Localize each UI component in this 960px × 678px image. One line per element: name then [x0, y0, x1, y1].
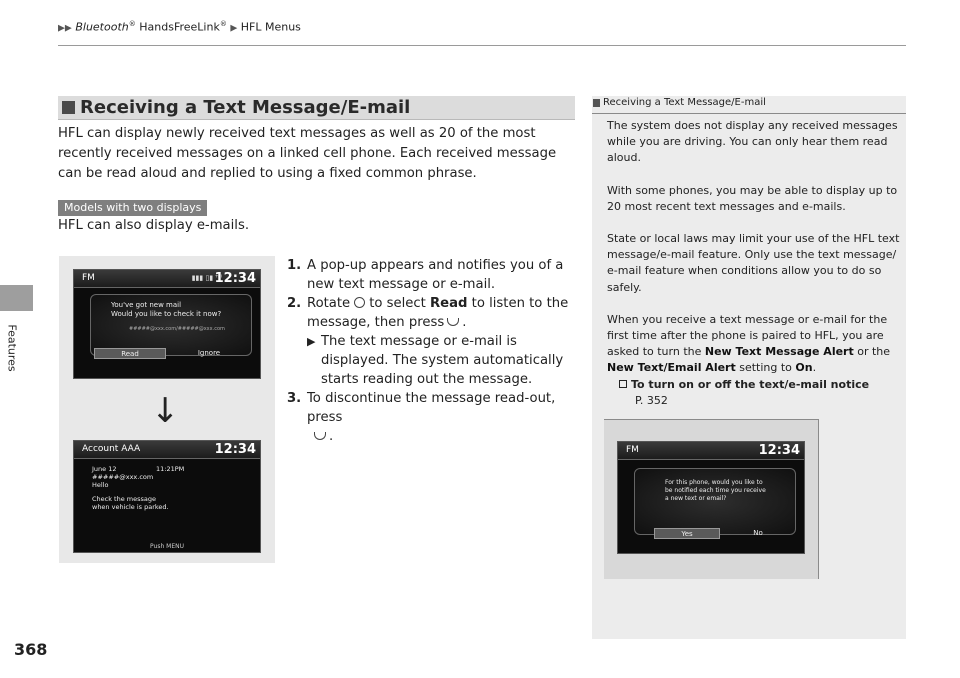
breadcrumb-bluetooth: Bluetooth	[75, 20, 129, 34]
header-rule	[58, 45, 906, 46]
down-arrow-icon: ↓	[151, 391, 180, 431]
message-date: June 12	[92, 465, 117, 473]
step-2: 2. Rotate to select Read to listen to the message, then press . ▶ The text message or e-mail is displayed. The system automatically starts reading out the message.	[287, 294, 577, 389]
breadcrumb-hfl-menus: HFL Menus	[240, 20, 301, 34]
sidebar-paragraph: When you receive a text message or e-mail for the first time after the phone is paired to HFL, you are asked to turn the New Text Message Alert or the New Text/Email Alert setting to On.	[607, 312, 891, 375]
breadcrumb	[58, 20, 301, 34]
signal-icon: ▮▮▮ ▯▮ ᵀᵃˡ	[191, 274, 222, 282]
alert-screen	[617, 441, 805, 554]
audio-source: FM	[82, 273, 95, 283]
screenshot-panel	[59, 256, 275, 563]
step-3: 3. To discontinue the message read-out, press .	[287, 391, 556, 444]
note-icon	[593, 99, 600, 107]
page-number: 368	[14, 640, 48, 659]
step-1: 1. A pop-up appears and notifies you of a new text message or e-mail.	[287, 258, 564, 292]
step-2-result: ▶ The text message or e-mail is displayed. The system automatically starts reading out the message.	[307, 334, 564, 387]
status-bar	[618, 442, 804, 460]
alert-screenshot-panel	[604, 419, 819, 579]
popup-line: For this phone, would you like to	[665, 479, 763, 486]
registered-mark: ®	[219, 20, 227, 28]
sidebar-paragraph: State or local laws may limit your use of the HFL text message/e-mail feature. Only use the text message/ e-mail feature when conditions allow you to do so safely.	[607, 232, 900, 294]
reference-icon	[619, 380, 627, 388]
no-button: No	[753, 529, 763, 537]
intro-paragraph: HFL can display newly received text messages as well as 20 of the most recently received messages on a linked cell phone. Each received message can be read aloud and replied to using a fixed common phrase.	[58, 126, 557, 181]
sidebar-paragraph: With some phones, you may be able to display up to 20 most recent text messages and e-mails.	[607, 183, 898, 213]
sidebar-body	[607, 118, 903, 409]
new-mail-screen	[73, 269, 261, 379]
message-screen	[73, 440, 261, 553]
steps-list	[287, 256, 577, 446]
clock: 12:34	[214, 442, 256, 457]
press-button-icon	[447, 318, 459, 326]
yes-button: Yes	[654, 528, 720, 539]
message-subject: Hello	[92, 481, 109, 489]
popup-line: Would you like to check it now?	[111, 310, 222, 318]
models-badge: Models with two displays	[58, 200, 207, 216]
breadcrumb-hfl: HandsFreeLink	[135, 20, 220, 34]
chapter-tab	[0, 285, 33, 311]
cross-reference-link[interactable]: To turn on or off the text/e-mail notice	[607, 377, 903, 393]
popup-line: a new text or email?	[665, 495, 727, 502]
new-mail-popup	[90, 294, 252, 356]
clock: 12:34	[214, 271, 256, 286]
clock: 12:34	[758, 443, 800, 458]
press-button-icon	[314, 432, 326, 440]
read-button: Read	[94, 348, 166, 359]
sidebar-heading: Receiving a Text Message/E-mail	[592, 96, 906, 114]
message-note: Check the message	[92, 495, 157, 503]
message-time: 11:21PM	[156, 465, 185, 473]
breadcrumb-arrow-icon: ▶	[230, 23, 238, 34]
popup-line: be notified each time you receive	[665, 487, 766, 494]
alert-popup	[634, 468, 796, 535]
cross-reference-page: P. 352	[635, 393, 668, 407]
message-note: when vehicle is parked.	[92, 503, 169, 511]
section-square-icon	[62, 101, 75, 114]
breadcrumb-arrow-icon: ▶▶	[58, 23, 72, 34]
registered-mark: ®	[128, 20, 136, 28]
section-title: Receiving a Text Message/E-mail	[80, 97, 411, 118]
message-sender: #####@xxx.com	[92, 473, 154, 481]
audio-source: FM	[626, 445, 639, 455]
push-menu-hint: Push MENU	[150, 543, 184, 550]
status-bar	[74, 441, 260, 459]
popup-line: You've got new mail	[111, 301, 182, 309]
chapter-label: Features	[5, 324, 19, 372]
status-bar	[74, 270, 260, 288]
popup-address: #####@xxx.com/#####@xxx.com	[129, 326, 225, 332]
also-paragraph: HFL can also display e-mails.	[58, 218, 250, 233]
ignore-button: Ignore	[197, 349, 221, 357]
account-title: Account AAA	[82, 444, 141, 454]
section-heading	[58, 96, 575, 120]
selector-knob-icon	[354, 297, 365, 308]
result-arrow-icon: ▶	[307, 335, 316, 348]
sidebar-paragraph: The system does not display any received messages while you are driving. You can only hear them read aloud.	[607, 119, 898, 165]
message-details	[92, 465, 185, 511]
